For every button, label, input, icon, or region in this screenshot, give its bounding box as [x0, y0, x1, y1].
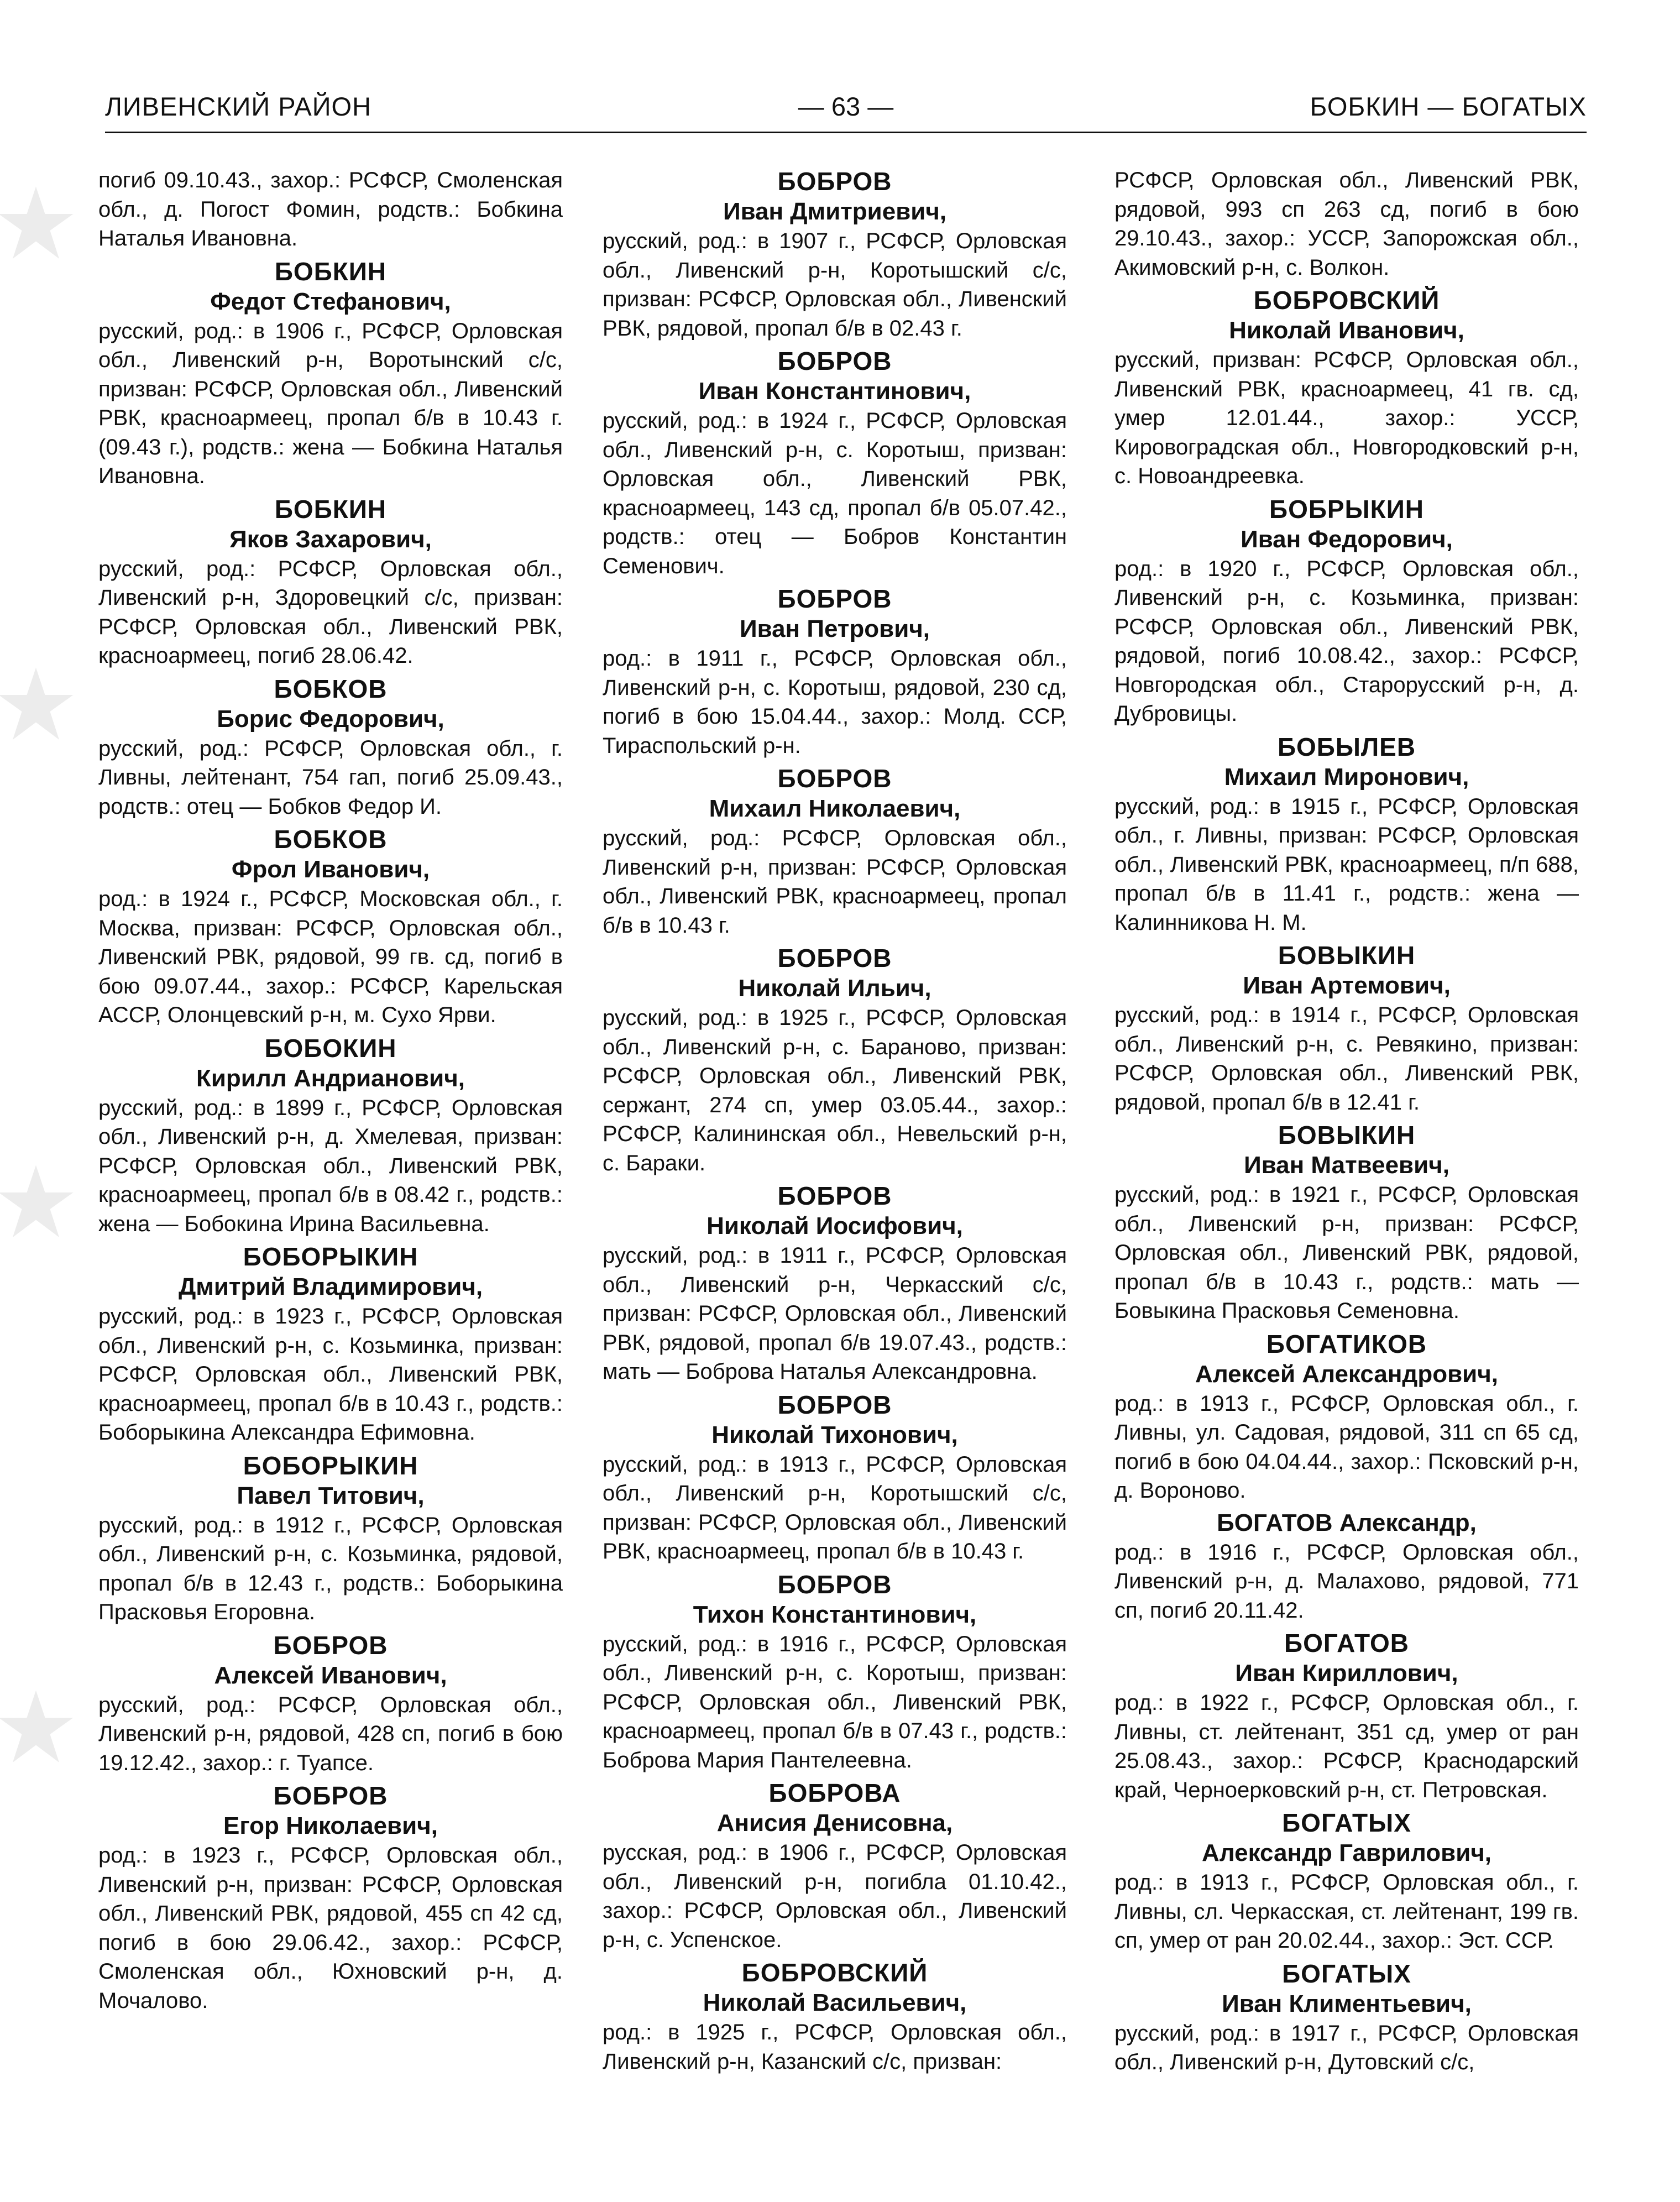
entry-surname: БОБРОВ	[777, 1570, 892, 1599]
entry-surname: БОБОРЫКИН	[243, 1242, 418, 1271]
entry-text: русский, род.: в 1921 г., РСФСР, Орловская обл., Ливенский р-н, призван: РСФСР, Орловская обл., Ливенский РВК, рядовой, пропал б/в в 10.43 г., родств.: мать — Бовыкина Прасковья Семеновна.	[1114, 1183, 1579, 1323]
entry-given-name: Фрол Иванович,	[231, 856, 430, 883]
entry-surname: БОБРОВ	[273, 1630, 388, 1660]
entry-given-name: Борис Федорович,	[217, 705, 444, 733]
roster-entry	[98, 1450, 563, 1627]
roster-entry	[603, 166, 1067, 343]
entry-text: род.: в 1925 г., РСФСР, Орловская обл., Ливенский р-н, Казанский с/с, призван:	[603, 2020, 1067, 2074]
entry-given-name: Иван Кириллович,	[1235, 1660, 1458, 1687]
roster-entry	[1114, 1508, 1579, 1625]
entry-text: род.: в 1913 г., РСФСР, Орловская обл., г. Ливны, сл. Черкасская, ст. лейтенант, 199 гв. сп, умер от ран 20.02.44., захор.: Эст. ССР.	[1114, 1870, 1579, 1953]
roster-entry	[603, 1389, 1067, 1566]
roster-entry	[98, 494, 563, 671]
entry-surname: БОВЫКИН	[1278, 1121, 1416, 1149]
roster-entry	[1114, 494, 1579, 729]
roster-entry	[603, 346, 1067, 580]
roster-entry	[603, 1569, 1067, 1775]
entry-text: русский, род.: в 1924 г., РСФСР, Орловская обл., Ливенский р-н, с. Коротыш, призван: Орловская обл., Ливенский РВК, красноармеец, 143 сд, пропал б/в 05.07.42., родств.: отец — Бобров Константин Семенович.	[603, 409, 1067, 578]
entry-surname: БОБРОВ	[273, 1781, 388, 1810]
entry-given-name: Николай Васильевич,	[703, 1989, 967, 2016]
entry-given-name: Михаил Миронович,	[1224, 763, 1469, 791]
entry-given-name: Николай Иосифович,	[706, 1212, 963, 1239]
star-watermark-icon	[0, 1686, 77, 1769]
entry-text: русский, род.: РСФСР, Орловская обл., Ливенский р-н, призван: РСФСР, Орловская обл., Ливенский РВК, красноармеец, пропал б/в в 10.43 г.	[603, 826, 1067, 938]
entry-surname: БОБРОВ	[777, 167, 892, 196]
entry-text: русский, род.: в 1914 г., РСФСР, Орловская обл., Ливенский р-н, с. Ревякино, призван: РСФСР, Орловская обл., Ливенский РВК, рядовой, пропал б/в в 12.41 г.	[1114, 1003, 1579, 1115]
roster-entry	[603, 1957, 1067, 2076]
entry-surname: БОБРЫКИН	[1269, 494, 1424, 524]
entry-given-name: Иван Артемович,	[1243, 972, 1451, 999]
entry-given-name: Иван Константинович,	[698, 378, 971, 405]
entry-text: русский, род.: в 1906 г., РСФСР, Орловская обл., Ливенский р-н, Воротынский с/с, призван: РСФСР, Орловская обл., Ливенский РВК, красноармеец, пропал б/в в 10.43 г.(09.43 г.), родств.: жена — Бобкина Наталья Ивановна.	[98, 318, 563, 488]
entry-surname: БОБРОВ	[777, 764, 892, 793]
entry-text: русская, род.: в 1906 г., РСФСР, Орловская обл., Ливенский р-н, погибла 01.10.42., захор.: РСФСР, Орловская обл., Ливенский р-н, с. Успенское.	[603, 1840, 1067, 1952]
entry-given-name: Алексей Александрович,	[1195, 1360, 1498, 1388]
roster-entry	[1114, 166, 1579, 282]
entry-surname: БОГАТЫХ	[1282, 1959, 1411, 1988]
roster-entry	[98, 1630, 563, 1778]
entry-given-name: Павел Титович,	[237, 1482, 425, 1509]
entry-surname: БОГАТЫХ	[1282, 1808, 1411, 1837]
entry-given-name: Николай Ильич,	[738, 975, 931, 1002]
entry-surname: БОБРОВ	[777, 584, 892, 613]
entry-given-name: Федот Стефанович,	[210, 287, 451, 315]
entry-text: род.: в 1916 г., РСФСР, Орловская обл., Ливенский р-н, д. Малахово, рядовой, 771 сп, погиб 20.11.42.	[1114, 1540, 1579, 1623]
entry-surname: БОБРОВ	[777, 944, 892, 972]
entry-given-name: Иван Климентьевич,	[1222, 1990, 1472, 2017]
column-1	[98, 166, 563, 2134]
entry-surname: БОБОРЫКИН	[243, 1451, 418, 1480]
roster-entry	[603, 1777, 1067, 1954]
entry-surname: БОБКОВ	[274, 825, 388, 854]
entry-surname: БОБРОВСКИЙ	[1253, 286, 1440, 315]
roster-entry	[1114, 731, 1579, 938]
entry-surname: БОВЫКИН	[1278, 941, 1416, 970]
star-watermark-icon	[0, 1161, 77, 1244]
entry-text: род.: в 1922 г., РСФСР, Орловская обл., г. Ливны, ст. лейтенант, 351 сд, умер от ран 25.08.43., захор.: РСФСР, Краснодарский край, Черноерковский р-н, ст. Петровская.	[1114, 1691, 1579, 1802]
entry-text: русский, род.: в 1907 г., РСФСР, Орловская обл., Ливенский р-н, Коротышский с/с, призван: РСФСР, Орловская обл., Ливенский РВК, рядовой, пропал б/в в 02.43 г.	[603, 229, 1067, 341]
entry-given-name: Алексей Иванович,	[214, 1661, 447, 1689]
entry-given-name: Егор Николаевич,	[223, 1812, 438, 1839]
roster-entry	[1114, 940, 1579, 1117]
star-watermark-icon	[0, 182, 77, 265]
entry-text: русский, род.: в 1913 г., РСФСР, Орловская обл., Ливенский р-н, Коротышский с/с, призван: РСФСР, Орловская обл., Ливенский РВК, красноармеец, пропал б/в в 10.43 г.	[603, 1452, 1067, 1563]
roster-entry	[98, 1241, 563, 1447]
roster-entry	[98, 1780, 563, 2015]
page-header	[105, 91, 1587, 130]
entry-text: русский, род.: в 1911 г., РСФСР, Орловская обл., Ливенский р-н, Черкасский с/с, призван: РСФСР, Орловская обл., Ливенский РВК, рядовой, пропал б/в 19.07.43., родств.: мать — Боброва Наталья Александровна.	[603, 1243, 1067, 1384]
entry-text: русский, род.: в 1916 г., РСФСР, Орловская обл., Ливенский р-н, с. Коротыш, призван: РСФСР, Орловская обл., Ливенский РВК, красноармеец, пропал б/в в 07.43 г., родств.: Боброва Мария Пантелеевна.	[603, 1631, 1067, 1772]
roster-entry	[603, 763, 1067, 940]
entry-given-name: Иван Дмитриевич,	[723, 198, 947, 225]
entry-given-name: Александр Гаврилович,	[1201, 1839, 1492, 1866]
star-watermark-icon	[0, 663, 77, 746]
entry-text: РСФСР, Орловская обл., Ливенский РВК, рядовой, 993 сп 263 сд, погиб в бою 29.10.43., захор.: УССР, Запорожская обл., Акимовский р-н, с. Волкон.	[1114, 168, 1579, 280]
entry-text: русский, род.: РСФСР, Орловская обл., г. Ливны, лейтенант, 754 гап, погиб 25.09.43., родств.: отец — Бобков Федор И.	[98, 736, 563, 819]
entry-given-name: Николай Иванович,	[1229, 317, 1464, 344]
entry-surname: БОБРОВ	[777, 1390, 892, 1419]
entry-text: русский, род.: РСФСР, Орловская обл., Ливенский р-н, рядовой, 428 сп, погиб в бою 19.12.42., захор.: г. Туапсе.	[98, 1692, 563, 1775]
entry-given-name: Иван Петрович,	[739, 615, 930, 642]
roster-entry	[1114, 1120, 1579, 1326]
entry-given-name: Михаил Николаевич,	[709, 795, 961, 822]
entry-given-name: Анисия Денисовна,	[716, 1809, 953, 1837]
entry-text: русский, род.: в 1917 г., РСФСР, Орловская обл., Ливенский р-н, Дутовский с/с,	[1114, 2021, 1579, 2074]
entry-surname: БОБЫЛЕВ	[1277, 732, 1416, 761]
entry-text: русский, род.: в 1925 г., РСФСР, Орловская обл., Ливенский р-н, с. Бараново, призван: РСФСР, Орловская обл., Ливенский РВК, сержант, 274 сп, умер 03.05.44., захор.: РСФСР, Калининская обл., Невельский р-н, с. Бараки.	[603, 1006, 1067, 1175]
roster-entry	[603, 943, 1067, 1178]
entry-text: род.: в 1923 г., РСФСР, Орловская обл., Ливенский р-н, призван: РСФСР, Орловская обл., Ливенский РВК, рядовой, 455 сп 42 сд, погиб в бою 29.06.42., захор.: РСФСР, Смоленская обл., Юхновский р-н, д. Мочалово.	[98, 1843, 563, 2013]
roster-entry	[98, 673, 563, 822]
entry-surname: БОГАТИКОВ	[1266, 1329, 1427, 1358]
roster-entry	[1114, 285, 1579, 491]
entry-surname: БОБКИН	[274, 257, 387, 286]
header-rule	[105, 132, 1587, 133]
entry-surname: БОБКОВ	[274, 674, 388, 703]
column-3	[1114, 166, 1579, 2134]
entry-given-name: Дмитрий Владимирович,	[178, 1273, 483, 1300]
roster-entry	[98, 1033, 563, 1239]
roster-entry	[603, 1180, 1067, 1387]
entry-surname: БОБРОВ	[777, 347, 892, 375]
entry-given-name: Иван Матвеевич,	[1244, 1152, 1449, 1179]
entry-surname: БОБРОВА	[768, 1779, 901, 1807]
header-district: ЛИВЕНСКИЙ РАЙОН	[105, 92, 372, 121]
entry-text: род.: в 1913 г., РСФСР, Орловская обл., г. Ливны, ул. Садовая, рядовой, 311 сп 65 сд, погиб в бою 04.04.44., захор.: Псковский р-н, д. Вороново.	[1114, 1391, 1579, 1503]
entry-given-name: Кирилл Андрианович,	[196, 1064, 465, 1092]
entry-text: русский, род.: в 1899 г., РСФСР, Орловская обл., Ливенский р-н, д. Хмелевая, призван: РСФСР, Орловская обл., Ливенский РВК, красноармеец, пропал б/в в 08.42 г., родств.: жена — Бобокина Ирина Васильевна.	[98, 1095, 563, 1236]
entry-surname: БОБОКИН	[264, 1033, 397, 1063]
entry-text: род.: в 1924 г., РСФСР, Московская обл., г. Москва, призван: РСФСР, Орловская обл., Ливенский РВК, рядовой, 99 гв. сд, погиб в бою 09.07.44., захор.: РСФСР, Карельская АССР, Олонцевский р-н, м. Сухо Ярви.	[98, 887, 563, 1027]
roster-entry	[98, 824, 563, 1030]
entry-surname: БОБРОВ	[777, 1181, 892, 1210]
entry-surname: БОБРОВСКИЙ	[741, 1958, 928, 1987]
roster-entry	[1114, 1628, 1579, 1805]
roster-entry	[1114, 1807, 1579, 1955]
entry-given-name: БОГАТОВ Александр,	[1217, 1509, 1477, 1536]
roster-entry	[1114, 1958, 1579, 2077]
entry-text: русский, род.: в 1912 г., РСФСР, Орловская обл., Ливенский р-н, с. Козьминка, рядовой, пропал б/в в 12.43 г., родств.: Боборыкина Прасковья Егоровна.	[98, 1513, 563, 1624]
header-range: БОБКИН — БОГАТЫХ	[1310, 92, 1587, 121]
entry-given-name: Николай Тихонович,	[711, 1421, 958, 1448]
entry-given-name: Тихон Константинович,	[693, 1600, 977, 1628]
entry-text: русский, род.: РСФСР, Орловская обл., Ливенский р-н, Здоровецкий с/с, призван: РСФСР, Орловская обл., Ливенский РВК, красноармеец, погиб 28.06.42.	[98, 556, 563, 668]
roster-entry	[1114, 1328, 1579, 1505]
entry-given-name: Яков Захарович,	[229, 525, 432, 553]
roster-entry	[98, 166, 563, 253]
roster-entry	[98, 256, 563, 491]
column-2	[603, 166, 1067, 2134]
entry-text: русский, призван: РСФСР, Орловская обл., Ливенский РВК, красноармеец, 41 гв. сд, умер 12.01.44., захор.: УССР, Кировоградская обл., Новгородковский р-н, с. Новоандреевка.	[1114, 348, 1579, 488]
roster-entry	[603, 583, 1067, 760]
entry-text: род.: в 1911 г., РСФСР, Орловская обл., Ливенский р-н, с. Коротыш, рядовой, 230 сд, погиб в бою 15.04.44., захор.: Молд. ССР, Тираспольский р-н.	[603, 646, 1067, 758]
entry-text: русский, род.: в 1915 г., РСФСР, Орловская обл., г. Ливны, призван: РСФСР, Орловская обл., Ливенский РВК, красноармеец, п/п 688, пропал б/в в 11.41 г., родств.: жена — Калинникова Н. М.	[1114, 794, 1579, 935]
entry-surname: БОГАТОВ	[1284, 1629, 1409, 1657]
entry-text: погиб 09.10.43., захор.: РСФСР, Смоленская обл., д. Погост Фомин, родств.: Бобкина Наталья Ивановна.	[98, 168, 563, 250]
entry-text: род.: в 1920 г., РСФСР, Орловская обл., Ливенский р-н, с. Козьминка, призван: РСФСР, Орловская обл., Ливенский РВК, рядовой, погиб 10.08.42., захор.: РСФСР, Новгородская обл., Старорусский р-н, д. Дубровицы.	[1114, 556, 1579, 726]
entry-surname: БОБКИН	[274, 494, 387, 524]
entry-text: русский, род.: в 1923 г., РСФСР, Орловская обл., Ливенский р-н, с. Козьминка, призван: РСФСР, Орловская обл., Ливенский РВК, красноармеец, пропал б/в в 10.43 г., родств.: Боборыкина Александра Ефимовна.	[98, 1304, 563, 1445]
entry-given-name: Иван Федорович,	[1241, 525, 1453, 553]
page-number: — 63 —	[798, 92, 894, 121]
